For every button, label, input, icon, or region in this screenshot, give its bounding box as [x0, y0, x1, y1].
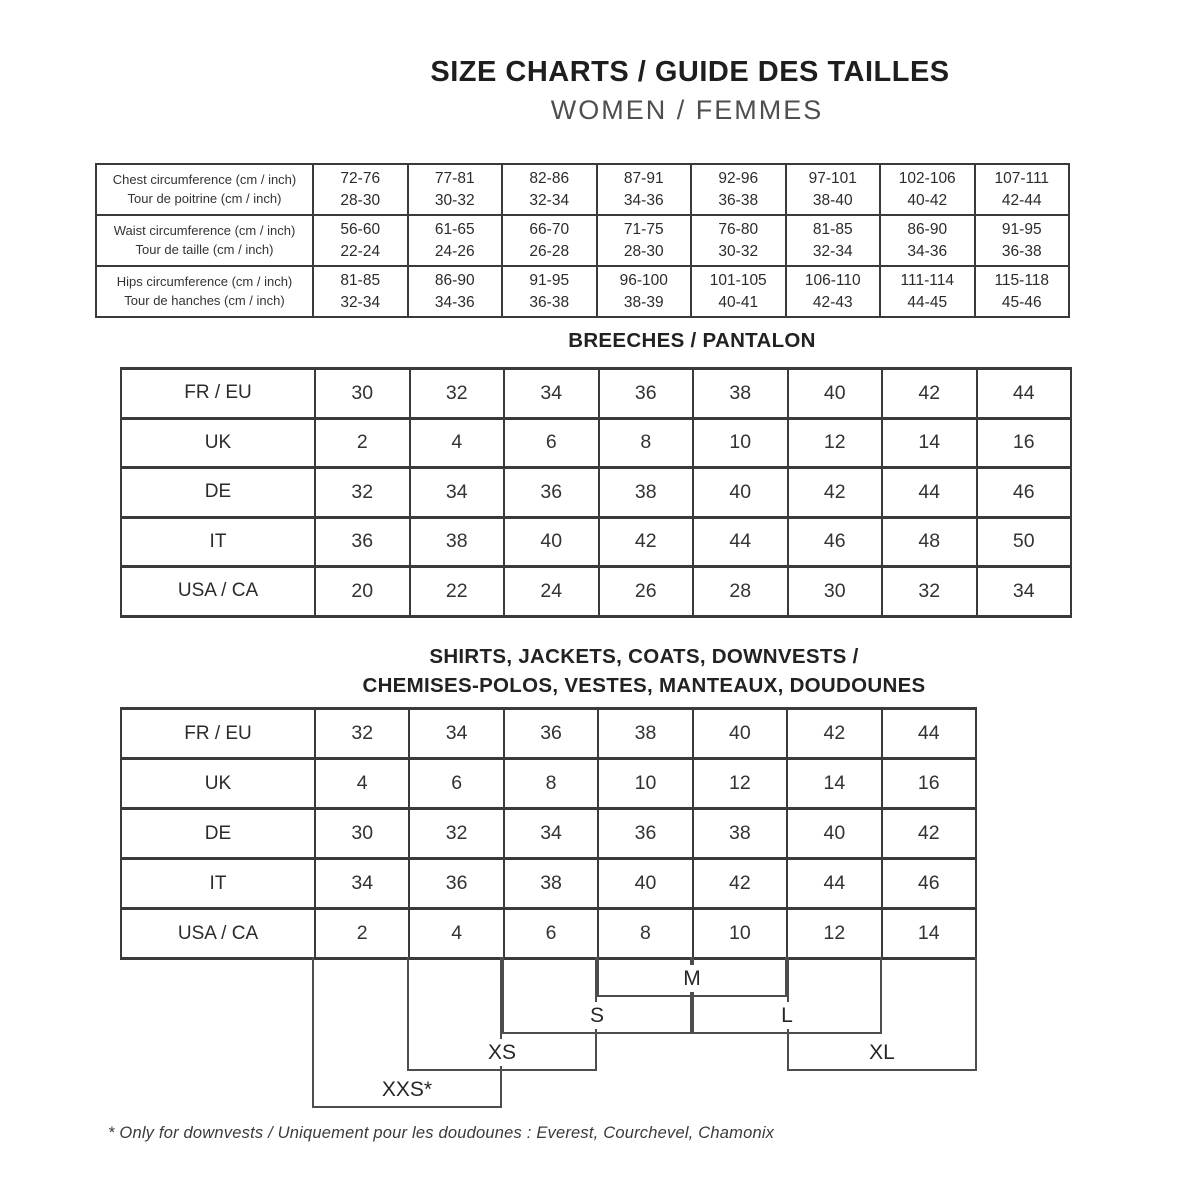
size-bracket-label: L [771, 1002, 803, 1029]
size-value: 34 [504, 369, 599, 419]
size-value: 10 [693, 418, 788, 468]
size-value: 4 [409, 909, 503, 959]
measurement-value [786, 266, 881, 317]
size-value: 44 [693, 517, 788, 567]
value-inch: 22-24 [340, 242, 381, 260]
value-inch: 26-28 [529, 242, 570, 260]
value-inch: 36-38 [1001, 242, 1042, 260]
measurement-value [313, 266, 408, 317]
measurement-label [96, 164, 313, 215]
size-value: 30 [788, 567, 883, 617]
page-subtitle: WOMEN / FEMMES [550, 95, 824, 125]
size-row [121, 709, 976, 759]
shirts-heading-line1: SHIRTS, JACKETS, COATS, DOWNVESTS / [429, 645, 859, 668]
measurement-label-en: Chest circumference (cm / inch) [112, 172, 297, 187]
measurement-value [502, 164, 597, 215]
measurement-row [96, 164, 1069, 215]
size-value: 40 [693, 709, 787, 759]
size-value: 2 [315, 909, 409, 959]
size-value: 42 [787, 709, 881, 759]
size-value: 4 [410, 418, 505, 468]
size-value: 36 [315, 517, 410, 567]
size-value: 42 [693, 859, 787, 909]
shirts-table [120, 707, 977, 960]
measurement-label-en: Hips circumference (cm / inch) [116, 274, 293, 289]
size-bracket-label: XXS* [372, 1076, 442, 1103]
shirts-heading [362, 642, 925, 700]
size-value: 42 [599, 517, 694, 567]
size-value: 32 [410, 369, 505, 419]
size-value: 34 [409, 709, 503, 759]
size-value: 14 [787, 759, 881, 809]
size-value: 14 [882, 909, 976, 959]
size-bracket-label: M [673, 965, 711, 992]
size-value: 16 [882, 759, 976, 809]
size-value: 38 [598, 709, 692, 759]
measurement-value [408, 215, 503, 266]
value-cm: 91-95 [529, 271, 570, 289]
value-cm: 96-100 [619, 271, 668, 289]
measurement-value [313, 164, 408, 215]
size-value: 46 [788, 517, 883, 567]
size-value: 38 [599, 468, 694, 518]
value-inch: 36-38 [718, 191, 759, 209]
size-row-label: UK [121, 418, 315, 468]
size-value: 46 [977, 468, 1072, 518]
value-cm: 115-118 [994, 271, 1050, 289]
measurement-value [880, 164, 975, 215]
measurement-row [96, 215, 1069, 266]
size-value: 6 [409, 759, 503, 809]
size-value: 36 [504, 468, 599, 518]
value-cm: 61-65 [434, 220, 475, 238]
size-value: 34 [315, 859, 409, 909]
size-value: 26 [599, 567, 694, 617]
value-cm: 86-90 [434, 271, 475, 289]
size-row [121, 468, 1071, 518]
value-cm: 81-85 [340, 271, 381, 289]
size-value: 46 [882, 859, 976, 909]
size-row [121, 909, 976, 959]
value-cm: 102-106 [898, 169, 956, 187]
size-row-label: FR / EU [121, 369, 315, 419]
value-inch: 44-45 [907, 293, 948, 311]
size-value: 42 [788, 468, 883, 518]
size-value: 40 [598, 859, 692, 909]
measurement-value [975, 266, 1070, 317]
size-row-label: FR / EU [121, 709, 315, 759]
size-value: 14 [882, 418, 977, 468]
size-row-label: IT [121, 517, 315, 567]
value-cm: 87-91 [623, 169, 664, 187]
footnote: * Only for downvests / Uniquement pour les doudounes : Everest, Courchevel, Chamonix [108, 1124, 775, 1142]
size-bracket-label: XS [478, 1039, 526, 1066]
size-value: 38 [410, 517, 505, 567]
size-value: 32 [409, 809, 503, 859]
size-bracket-xxs [312, 957, 502, 1108]
value-inch: 28-30 [623, 242, 664, 260]
size-value: 42 [882, 809, 976, 859]
size-value: 34 [504, 809, 598, 859]
size-row-label: USA / CA [121, 567, 315, 617]
size-row [121, 369, 1071, 419]
size-row [121, 809, 976, 859]
measurement-value [597, 266, 692, 317]
size-value: 40 [788, 369, 883, 419]
measurement-value [502, 266, 597, 317]
size-brackets-diagram [120, 957, 977, 1122]
size-bracket-xl [787, 957, 977, 1071]
value-cm: 92-96 [718, 169, 759, 187]
size-value: 6 [504, 418, 599, 468]
value-inch: 45-46 [1001, 293, 1042, 311]
size-value: 36 [598, 809, 692, 859]
value-cm: 71-75 [623, 220, 664, 238]
measurement-value [880, 215, 975, 266]
size-value: 32 [315, 709, 409, 759]
value-inch: 30-32 [434, 191, 475, 209]
measurement-value [691, 215, 786, 266]
size-row [121, 759, 976, 809]
value-cm: 77-81 [434, 169, 475, 187]
page-title: SIZE CHARTS / GUIDE DES TAILLES [430, 56, 950, 88]
value-cm: 101-105 [709, 271, 767, 289]
measurement-value [313, 215, 408, 266]
value-cm: 91-95 [1001, 220, 1042, 238]
size-row [121, 517, 1071, 567]
value-inch: 42-44 [1001, 191, 1042, 209]
value-inch: 30-32 [718, 242, 759, 260]
size-row-label: USA / CA [121, 909, 315, 959]
measurement-value [408, 266, 503, 317]
size-value: 50 [977, 517, 1072, 567]
size-value: 38 [504, 859, 598, 909]
size-row [121, 859, 976, 909]
size-value: 20 [315, 567, 410, 617]
breeches-table [120, 367, 1072, 618]
measurement-label [96, 215, 313, 266]
size-value: 30 [315, 369, 410, 419]
size-value: 38 [693, 809, 787, 859]
measurement-value [691, 164, 786, 215]
value-cm: 86-90 [907, 220, 948, 238]
value-cm: 111-114 [900, 271, 954, 289]
size-value: 42 [882, 369, 977, 419]
size-value: 2 [315, 418, 410, 468]
value-inch: 32-34 [529, 191, 570, 209]
value-inch: 32-34 [812, 242, 853, 260]
measurement-label-en: Waist circumference (cm / inch) [113, 223, 296, 238]
measurements-table [95, 163, 1070, 318]
size-bracket-label: S [580, 1002, 614, 1029]
size-value: 34 [977, 567, 1072, 617]
size-value: 44 [882, 709, 976, 759]
size-value: 44 [977, 369, 1072, 419]
size-row-label: DE [121, 809, 315, 859]
measurement-value [880, 266, 975, 317]
value-cm: 72-76 [340, 169, 381, 187]
value-inch: 36-38 [529, 293, 570, 311]
value-inch: 38-39 [623, 293, 664, 311]
value-cm: 97-101 [808, 169, 857, 187]
size-value: 36 [504, 709, 598, 759]
value-cm: 107-111 [994, 169, 1050, 187]
size-value: 8 [504, 759, 598, 809]
size-value: 40 [787, 809, 881, 859]
measurement-value [597, 215, 692, 266]
size-value: 8 [599, 418, 694, 468]
measurement-value [786, 215, 881, 266]
measurement-value [408, 164, 503, 215]
size-row-label: DE [121, 468, 315, 518]
breeches-heading: BREECHES / PANTALON [568, 329, 816, 352]
size-value: 44 [787, 859, 881, 909]
size-value: 30 [315, 809, 409, 859]
value-cm: 76-80 [718, 220, 759, 238]
value-inch: 38-40 [812, 191, 853, 209]
size-value: 44 [882, 468, 977, 518]
value-inch: 32-34 [340, 293, 381, 311]
size-value: 40 [693, 468, 788, 518]
size-row-label: IT [121, 859, 315, 909]
size-row [121, 418, 1071, 468]
size-value: 34 [410, 468, 505, 518]
value-inch: 40-41 [718, 293, 759, 311]
measurement-label-fr: Tour de poitrine (cm / inch) [127, 190, 282, 206]
value-inch: 28-30 [340, 191, 381, 209]
value-cm: 56-60 [340, 220, 381, 238]
value-inch: 24-26 [434, 242, 475, 260]
value-inch: 34-36 [434, 293, 475, 311]
size-value: 10 [598, 759, 692, 809]
measurement-value [975, 164, 1070, 215]
size-value: 16 [977, 418, 1072, 468]
size-value: 38 [693, 369, 788, 419]
value-cm: 82-86 [529, 169, 570, 187]
measurement-value [786, 164, 881, 215]
size-value: 12 [787, 909, 881, 959]
size-value: 36 [409, 859, 503, 909]
size-value: 32 [882, 567, 977, 617]
value-inch: 34-36 [623, 191, 664, 209]
measurement-label-fr: Tour de hanches (cm / inch) [124, 292, 285, 308]
size-value: 36 [599, 369, 694, 419]
value-cm: 81-85 [812, 220, 853, 238]
value-cm: 106-110 [804, 271, 861, 289]
size-value: 4 [315, 759, 409, 809]
size-value: 22 [410, 567, 505, 617]
measurement-label-fr: Tour de taille (cm / inch) [135, 241, 274, 257]
size-row [121, 567, 1071, 617]
size-value: 48 [882, 517, 977, 567]
size-value: 12 [788, 418, 883, 468]
size-row-label: UK [121, 759, 315, 809]
measurement-value [975, 215, 1070, 266]
size-value: 32 [315, 468, 410, 518]
size-value: 28 [693, 567, 788, 617]
size-value: 10 [693, 909, 787, 959]
value-inch: 42-43 [812, 293, 853, 311]
size-value: 40 [504, 517, 599, 567]
value-inch: 34-36 [907, 242, 948, 260]
size-value: 24 [504, 567, 599, 617]
measurement-label [96, 266, 313, 317]
size-value: 12 [693, 759, 787, 809]
size-value: 8 [598, 909, 692, 959]
shirts-heading-line2: CHEMISES-POLOS, VESTES, MANTEAUX, DOUDOUNES [362, 674, 926, 697]
value-cm: 66-70 [529, 220, 570, 238]
value-inch: 40-42 [907, 191, 948, 209]
measurement-value [502, 215, 597, 266]
measurement-value [597, 164, 692, 215]
measurement-value [691, 266, 786, 317]
measurement-row [96, 266, 1069, 317]
size-value: 6 [504, 909, 598, 959]
size-bracket-label: XL [859, 1039, 905, 1066]
